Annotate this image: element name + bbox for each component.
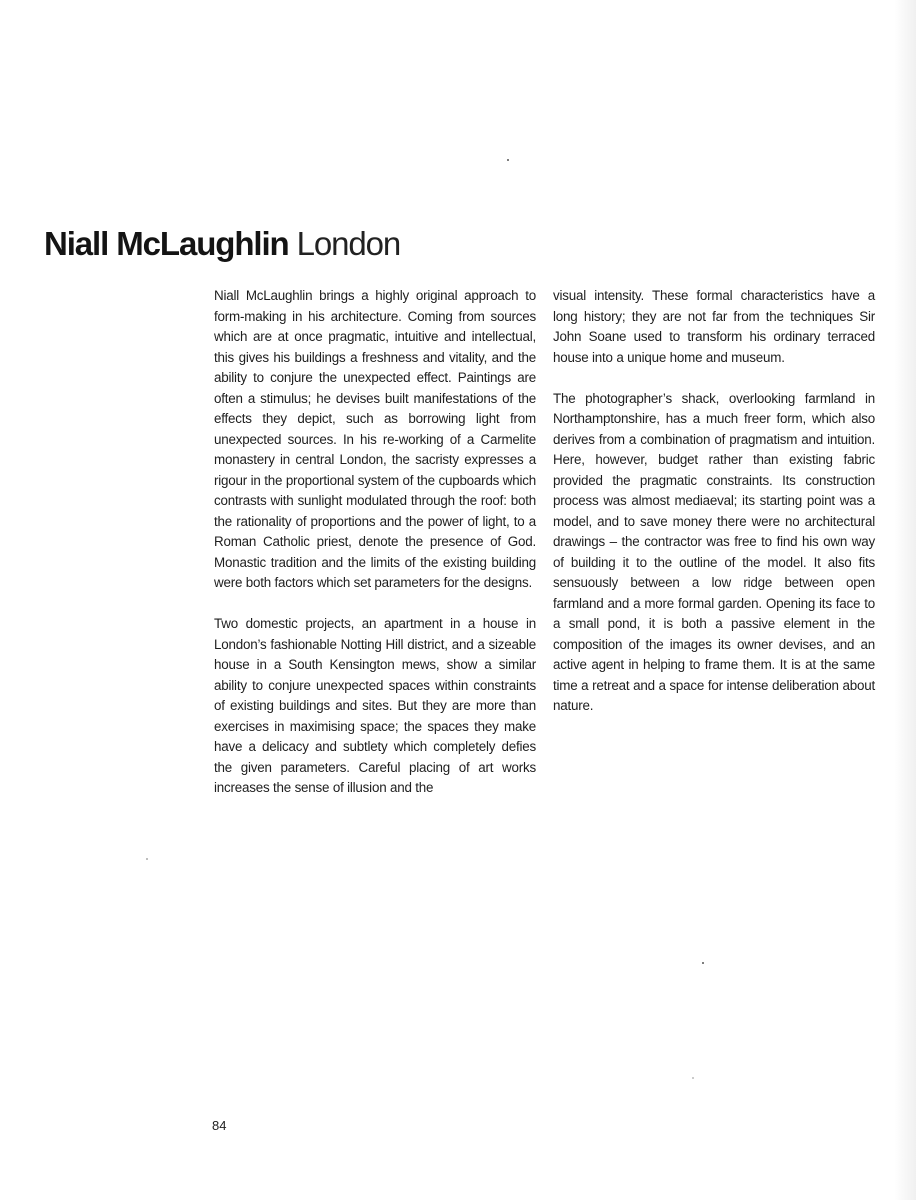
paragraph: Two domestic projects, an apartment in a house in London’s fashionable Notting Hill district, and a sizeable house in a South Kensington mews, show a similar ability to conjure unexpected spaces within constraints of existing buildings and sites. But they are more than exercises in maximising space; the spaces they make have a delicacy and subtlety which completely defies the given parameters. Careful placing of art works increases the sense of illusion and the: [214, 616, 536, 795]
page-heading: [44, 222, 400, 266]
text-column-left: [214, 286, 536, 799]
page-number: 84: [212, 1118, 227, 1133]
paragraph: visual intensity. These formal characteristics have a long history; they are not far from the techniques Sir John Soane used to transform his ordinary terraced house into a unique home and museum.: [553, 288, 875, 365]
paragraph: The photographer’s shack, overlooking farmland in Northamptonshire, has a much freer form, which also derives from a combination of pragmatism and intuition. Here, however, budget rather than existing fabric provided the pragmatic constraints. Its construction process was almost mediaeval; its starting point was a model, and to save money there were no architectural drawings – the contractor was free to find his own way of building it to the outline of the model. It also fits sensuously between a low ridge between open farmland and a more formal garden. Opening its face to a small pond, it is both a passive element in the composition of the images its owner devises, and an active agent in helping to frame them. It is at the same time a retreat and a space for intense deliberation about nature.: [553, 390, 875, 713]
page-edge-shadow: [894, 0, 916, 1200]
scan-speck: [692, 1077, 694, 1079]
scan-speck: [702, 962, 704, 964]
text-column-right: [553, 286, 875, 717]
paragraph: Niall McLaughlin brings a highly original approach to form-making in his architecture. Coming from sources which are at once pragmatic, intuitive and intellectual, this gives his buildings a freshness and vitality, and the ability to conjure the unexpected effect. Paintings are often a stimulus; he devises built manifestations of the effects they depict, such as borrowing light from unexpected sources. In his re-working of a Carmelite monastery in central London, the sacristy expresses a rigour in the proportional system of the cupboards which contrasts with sunlight modulated through the roof: both the rationality of proportions and the power of light, to a Roman Catholic priest, denote the presence of God. Monastic tradition and the limits of the existing building were both factors which set parameters for the designs.: [214, 288, 536, 590]
scan-speck: [507, 159, 509, 161]
scan-speck: [146, 858, 148, 860]
architect-name: Niall McLaughlin: [44, 225, 289, 262]
heading-city: London: [296, 225, 401, 262]
